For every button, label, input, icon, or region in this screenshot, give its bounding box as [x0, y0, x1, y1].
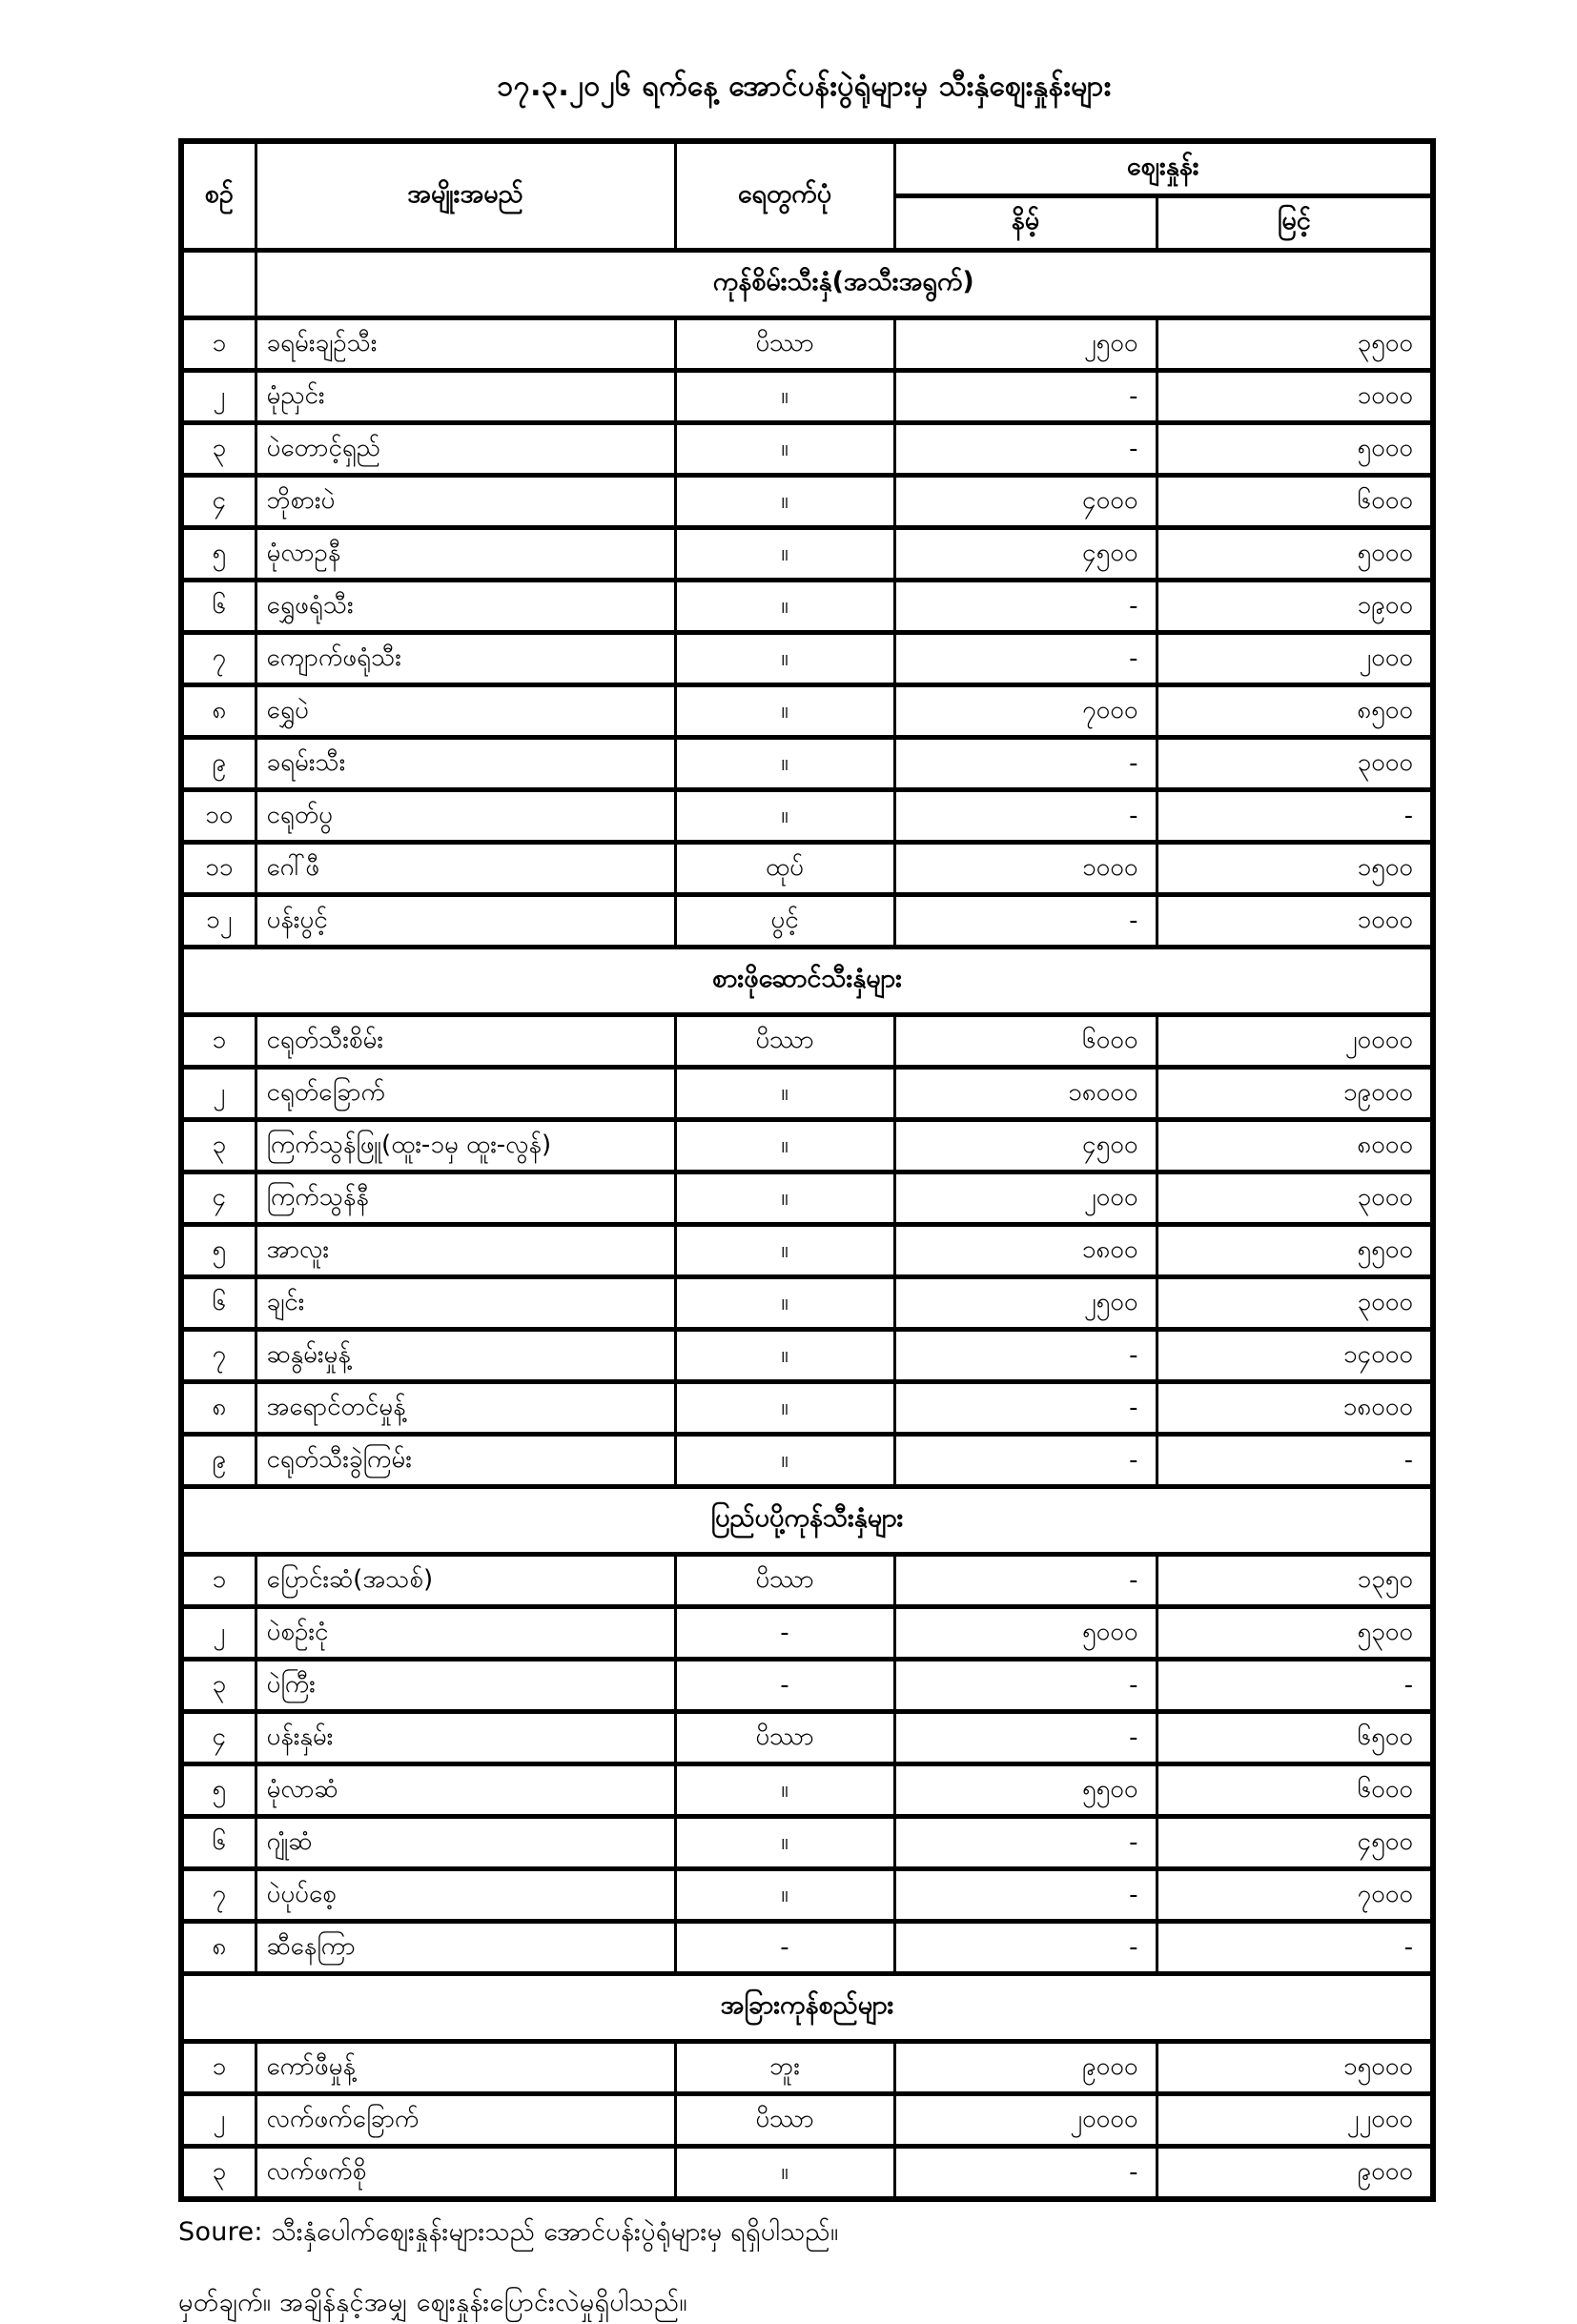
cell-no: ၃: [181, 1660, 256, 1712]
cell-name: ငရုတ်ခြောက်: [256, 1068, 675, 1120]
cell-no: ၆: [181, 581, 256, 633]
cell-name: မုံညှင်း: [256, 371, 675, 423]
cell-no: ၈: [181, 1382, 256, 1435]
cell-name: ခရမ်းချဉ်သီး: [256, 318, 675, 371]
cell-no: ၈: [181, 1922, 256, 1974]
section-title: စားဖိုဆောင်သီးနှံများ: [181, 948, 1433, 1015]
cell-no: ၉: [181, 738, 256, 790]
cell-unit: ။: [675, 1817, 894, 1869]
table-row: [181, 738, 1433, 790]
table-row: [181, 1764, 1433, 1817]
table-row: [181, 2042, 1433, 2094]
cell-low: -: [894, 423, 1157, 476]
section-header-row: [181, 251, 1433, 318]
table-row: [181, 1435, 1433, 1487]
section-header-row: [181, 1487, 1433, 1555]
cell-high: ၁၉၀၀: [1157, 581, 1433, 633]
table-row: [181, 1225, 1433, 1277]
cell-no: ၆: [181, 1817, 256, 1869]
cell-high: ၈၅၀၀: [1157, 685, 1433, 738]
table-row: [181, 790, 1433, 843]
cell-unit: ။: [675, 1172, 894, 1225]
cell-no: ၁၀: [181, 790, 256, 843]
cell-low: -: [894, 1712, 1157, 1764]
col-header-price: စျေးနှုန်း: [894, 141, 1433, 196]
cell-high: ၂၀၀၀: [1157, 633, 1433, 685]
page-title: ၁၇.၃.၂၀၂၆ ရက်နေ့ အောင်ပန်းပွဲရုံများမှ သီးနှံစျေးနှုန်းများ: [497, 70, 1112, 103]
cell-name: ပန်းနှမ်း: [256, 1712, 675, 1764]
cell-no: ၇: [181, 1330, 256, 1382]
cell-name: ငရုတ်ပွ: [256, 790, 675, 843]
cell-high: ၁၀၀၀: [1157, 371, 1433, 423]
cell-high: ၃၀၀၀: [1157, 738, 1433, 790]
cell-name: ပဲကြီး: [256, 1660, 675, 1712]
table-row: [181, 633, 1433, 685]
section-title: အခြားကုန်စည်များ: [181, 1974, 1433, 2042]
cell-name: ချင်း: [256, 1277, 675, 1330]
cell-no: ၈: [181, 685, 256, 738]
cell-name: ဆီနေကြာ: [256, 1922, 675, 1974]
col-header-low: နိမ့်: [894, 196, 1157, 251]
cell-no: ၆: [181, 1277, 256, 1330]
cell-high: ၆၀၀၀: [1157, 476, 1433, 528]
cell-high: ၅၅၀၀: [1157, 1225, 1433, 1277]
cell-name: အာလူး: [256, 1225, 675, 1277]
cell-low: ၁၈၀၀: [894, 1225, 1157, 1277]
cell-unit: ။: [675, 1382, 894, 1435]
cell-unit: ။: [675, 476, 894, 528]
cell-no: ၁: [181, 318, 256, 371]
price-table-body: [181, 251, 1433, 2200]
table-row: [181, 2147, 1433, 2200]
cell-unit: ။: [675, 1068, 894, 1120]
cell-name: ပြောင်းဆံ(အသစ်): [256, 1555, 675, 1607]
col-header-high: မြင့်: [1157, 196, 1433, 251]
table-row: [181, 685, 1433, 738]
cell-name: ဆနွမ်းမှုန့်: [256, 1330, 675, 1382]
cell-low: ၄၀၀၀: [894, 476, 1157, 528]
cell-high: ၁၅၀၀: [1157, 843, 1433, 895]
cell-unit: ထုပ်: [675, 843, 894, 895]
table-row: [181, 2094, 1433, 2147]
cell-low: ၄၅၀၀: [894, 528, 1157, 581]
col-header-unit: ရေတွက်ပုံ: [675, 141, 894, 251]
cell-low: ၂၀၀၀၀: [894, 2094, 1157, 2147]
cell-name: ခရမ်းသီး: [256, 738, 675, 790]
cell-high: ၂၀၀၀၀: [1157, 1015, 1433, 1068]
cell-name: ငရုတ်သီးခွဲကြမ်း: [256, 1435, 675, 1487]
source-line: Soure: သီးနှံပေါက်စျေးနှုန်းများသည် အောင်ပန်းပွဲရုံများမှ ရရှိပါသည်။: [178, 2217, 839, 2247]
cell-unit: -: [675, 1660, 894, 1712]
header-row-1: [181, 141, 1433, 196]
table-row: [181, 1120, 1433, 1172]
cell-high: ၁၃၅၀: [1157, 1555, 1433, 1607]
table-row: [181, 1330, 1433, 1382]
table-row: [181, 318, 1433, 371]
table-row: [181, 1922, 1433, 1974]
cell-high: ၅၃၀၀: [1157, 1607, 1433, 1660]
cell-unit: -: [675, 1922, 894, 1974]
cell-high: ၁၄၀၀၀: [1157, 1330, 1433, 1382]
cell-unit: ။: [675, 1330, 894, 1382]
table-row: [181, 581, 1433, 633]
cell-no: ၄: [181, 1172, 256, 1225]
cell-unit: ။: [675, 685, 894, 738]
cell-unit: ပိဿာ: [675, 1712, 894, 1764]
cell-no: ၅: [181, 528, 256, 581]
cell-name: မုံလာဥနီ: [256, 528, 675, 581]
footer: [178, 2215, 1430, 2324]
col-header-no: စဉ်: [181, 141, 256, 251]
cell-no: ၁: [181, 2042, 256, 2094]
cell-name: ပဲတောင့်ရှည်: [256, 423, 675, 476]
cell-high: ၄၅၀၀: [1157, 1817, 1433, 1869]
cell-high: ၆၅၀၀: [1157, 1712, 1433, 1764]
cell-high: ၂၂၀၀၀: [1157, 2094, 1433, 2147]
cell-unit: -: [675, 1607, 894, 1660]
table-header: [181, 141, 1433, 251]
cell-no: ၁၁: [181, 843, 256, 895]
cell-high: ၇၀၀၀: [1157, 1869, 1433, 1922]
cell-low: ၄၅၀၀: [894, 1120, 1157, 1172]
cell-unit: ။: [675, 371, 894, 423]
table-row: [181, 1869, 1433, 1922]
cell-low: ၅၀၀၀: [894, 1607, 1157, 1660]
table-row: [181, 1015, 1433, 1068]
cell-low: ၉၀၀၀: [894, 2042, 1157, 2094]
cell-unit: ။: [675, 1277, 894, 1330]
table-row: [181, 423, 1433, 476]
cell-unit: ။: [675, 790, 894, 843]
table-row: [181, 1555, 1433, 1607]
cell-low: ၅၅၀၀: [894, 1764, 1157, 1817]
cell-name: ရွှေပဲ: [256, 685, 675, 738]
section-header-row: [181, 1974, 1433, 2042]
cell-unit: ပိဿာ: [675, 2094, 894, 2147]
table-row: [181, 1660, 1433, 1712]
cell-name: ကြက်သွန်နီ: [256, 1172, 675, 1225]
note-line: မှတ်ချက်။ အချိန်နှင့်အမျှ စျေးနှုန်းပြောင်းလဲမှုရှိပါသည်။: [178, 2288, 687, 2317]
cell-no: ၃: [181, 1120, 256, 1172]
cell-high: ၉၀၀၀: [1157, 2147, 1433, 2200]
table-row: [181, 1817, 1433, 1869]
cell-low: -: [894, 1922, 1157, 1974]
cell-no: ၄: [181, 476, 256, 528]
cell-no: ၇: [181, 1869, 256, 1922]
cell-low: -: [894, 738, 1157, 790]
cell-low: -: [894, 1382, 1157, 1435]
cell-unit: ။: [675, 1764, 894, 1817]
table-row: [181, 843, 1433, 895]
cell-high: ၅၀၀၀: [1157, 423, 1433, 476]
section-header-row: [181, 948, 1433, 1015]
cell-name: ပဲစဉ်းငုံ: [256, 1607, 675, 1660]
cell-name: ငရုတ်သီးစိမ်း: [256, 1015, 675, 1068]
cell-high: -: [1157, 1660, 1433, 1712]
cell-unit: ပိဿာ: [675, 318, 894, 371]
cell-no: ၁: [181, 1015, 256, 1068]
cell-name: ကော်ဖီမှုန့်: [256, 2042, 675, 2094]
cell-low: ၁၈၀၀၀: [894, 1068, 1157, 1120]
cell-name: ဂေါ်ဖီ: [256, 843, 675, 895]
cell-unit: ပိဿာ: [675, 1555, 894, 1607]
cell-name: မုံလာဆံ: [256, 1764, 675, 1817]
cell-no: ၁: [181, 1555, 256, 1607]
cell-high: ၈၀၀၀: [1157, 1120, 1433, 1172]
cell-no: ၂: [181, 2094, 256, 2147]
cell-high: ၆၀၀၀: [1157, 1764, 1433, 1817]
cell-low: ၇၀၀၀: [894, 685, 1157, 738]
cell-low: -: [894, 633, 1157, 685]
cell-low: -: [894, 1555, 1157, 1607]
cell-no: ၂: [181, 371, 256, 423]
cell-unit: ။: [675, 581, 894, 633]
table-row: [181, 1277, 1433, 1330]
cell-no: ၂: [181, 1068, 256, 1120]
cell-no: ၃: [181, 423, 256, 476]
content-area: [178, 0, 1430, 2324]
cell-no: ၁၂: [181, 895, 256, 948]
col-header-name: အမျိုးအမည်: [256, 141, 675, 251]
cell-high: ၅၀၀၀: [1157, 528, 1433, 581]
cell-unit: ပိဿာ: [675, 1015, 894, 1068]
cell-no: ၅: [181, 1764, 256, 1817]
cell-unit: ။: [675, 633, 894, 685]
table-row: [181, 476, 1433, 528]
cell-name: ရွှေဖရုံသီး: [256, 581, 675, 633]
cell-no: ၃: [181, 2147, 256, 2200]
cell-low: -: [894, 2147, 1157, 2200]
cell-unit: ။: [675, 423, 894, 476]
section-title: ကုန်စိမ်းသီးနှံ(အသီးအရွက်): [256, 251, 1433, 318]
table-row: [181, 1382, 1433, 1435]
cell-no: ၅: [181, 1225, 256, 1277]
cell-high: ၃၀၀၀: [1157, 1172, 1433, 1225]
section-no-cell: [181, 251, 256, 318]
section-title: ပြည်ပပို့ကုန်သီးနှံများ: [181, 1487, 1433, 1555]
table-row: [181, 528, 1433, 581]
cell-low: ၁၀၀၀: [894, 843, 1157, 895]
table-row: [181, 895, 1433, 948]
cell-no: ၄: [181, 1712, 256, 1764]
cell-unit: ။: [675, 1869, 894, 1922]
table-row: [181, 371, 1433, 423]
price-table: [178, 138, 1436, 2202]
cell-name: လက်ဖက်စို: [256, 2147, 675, 2200]
cell-high: ၁၅၀၀၀: [1157, 2042, 1433, 2094]
cell-low: -: [894, 895, 1157, 948]
cell-name: ဂျုံဆံ: [256, 1817, 675, 1869]
cell-low: ၆၀၀၀: [894, 1015, 1157, 1068]
cell-no: ၉: [181, 1435, 256, 1487]
cell-unit: ။: [675, 2147, 894, 2200]
cell-low: ၂၀၀၀: [894, 1172, 1157, 1225]
cell-low: -: [894, 790, 1157, 843]
cell-low: -: [894, 581, 1157, 633]
cell-name: လက်ဖက်ခြောက်: [256, 2094, 675, 2147]
cell-low: -: [894, 1817, 1157, 1869]
cell-unit: ပွင့်: [675, 895, 894, 948]
cell-unit: ။: [675, 1435, 894, 1487]
cell-unit: ။: [675, 1120, 894, 1172]
cell-name: ပဲပုပ်စေ့: [256, 1869, 675, 1922]
cell-unit: ဘူး: [675, 2042, 894, 2094]
cell-name: ဘိုစားပဲ: [256, 476, 675, 528]
table-row: [181, 1712, 1433, 1764]
cell-name: ကြက်သွန်ဖြူ(ထူး-၁မှ ထူး-လွန်): [256, 1120, 675, 1172]
cell-no: ၇: [181, 633, 256, 685]
cell-low: -: [894, 1330, 1157, 1382]
cell-unit: ။: [675, 528, 894, 581]
cell-high: -: [1157, 1435, 1433, 1487]
cell-high: ၁၈၀၀၀: [1157, 1382, 1433, 1435]
cell-high: -: [1157, 1922, 1433, 1974]
cell-high: ၁၀၀၀: [1157, 895, 1433, 948]
cell-low: -: [894, 1869, 1157, 1922]
cell-name: ပန်းပွင့်: [256, 895, 675, 948]
cell-unit: ။: [675, 1225, 894, 1277]
cell-low: ၂၅၀၀: [894, 318, 1157, 371]
cell-low: ၂၅၀၀: [894, 1277, 1157, 1330]
table-row: [181, 1172, 1433, 1225]
cell-high: ၃၅၀၀: [1157, 318, 1433, 371]
cell-no: ၂: [181, 1607, 256, 1660]
table-row: [181, 1607, 1433, 1660]
cell-name: ကျောက်ဖရုံသီး: [256, 633, 675, 685]
cell-name: အရောင်တင်မှုန့်: [256, 1382, 675, 1435]
table-row: [181, 1068, 1433, 1120]
cell-high: ၁၉၀၀၀: [1157, 1068, 1433, 1120]
cell-low: -: [894, 1435, 1157, 1487]
cell-unit: ။: [675, 738, 894, 790]
cell-low: -: [894, 1660, 1157, 1712]
cell-low: -: [894, 371, 1157, 423]
cell-high: ၃၀၀၀: [1157, 1277, 1433, 1330]
cell-high: -: [1157, 790, 1433, 843]
